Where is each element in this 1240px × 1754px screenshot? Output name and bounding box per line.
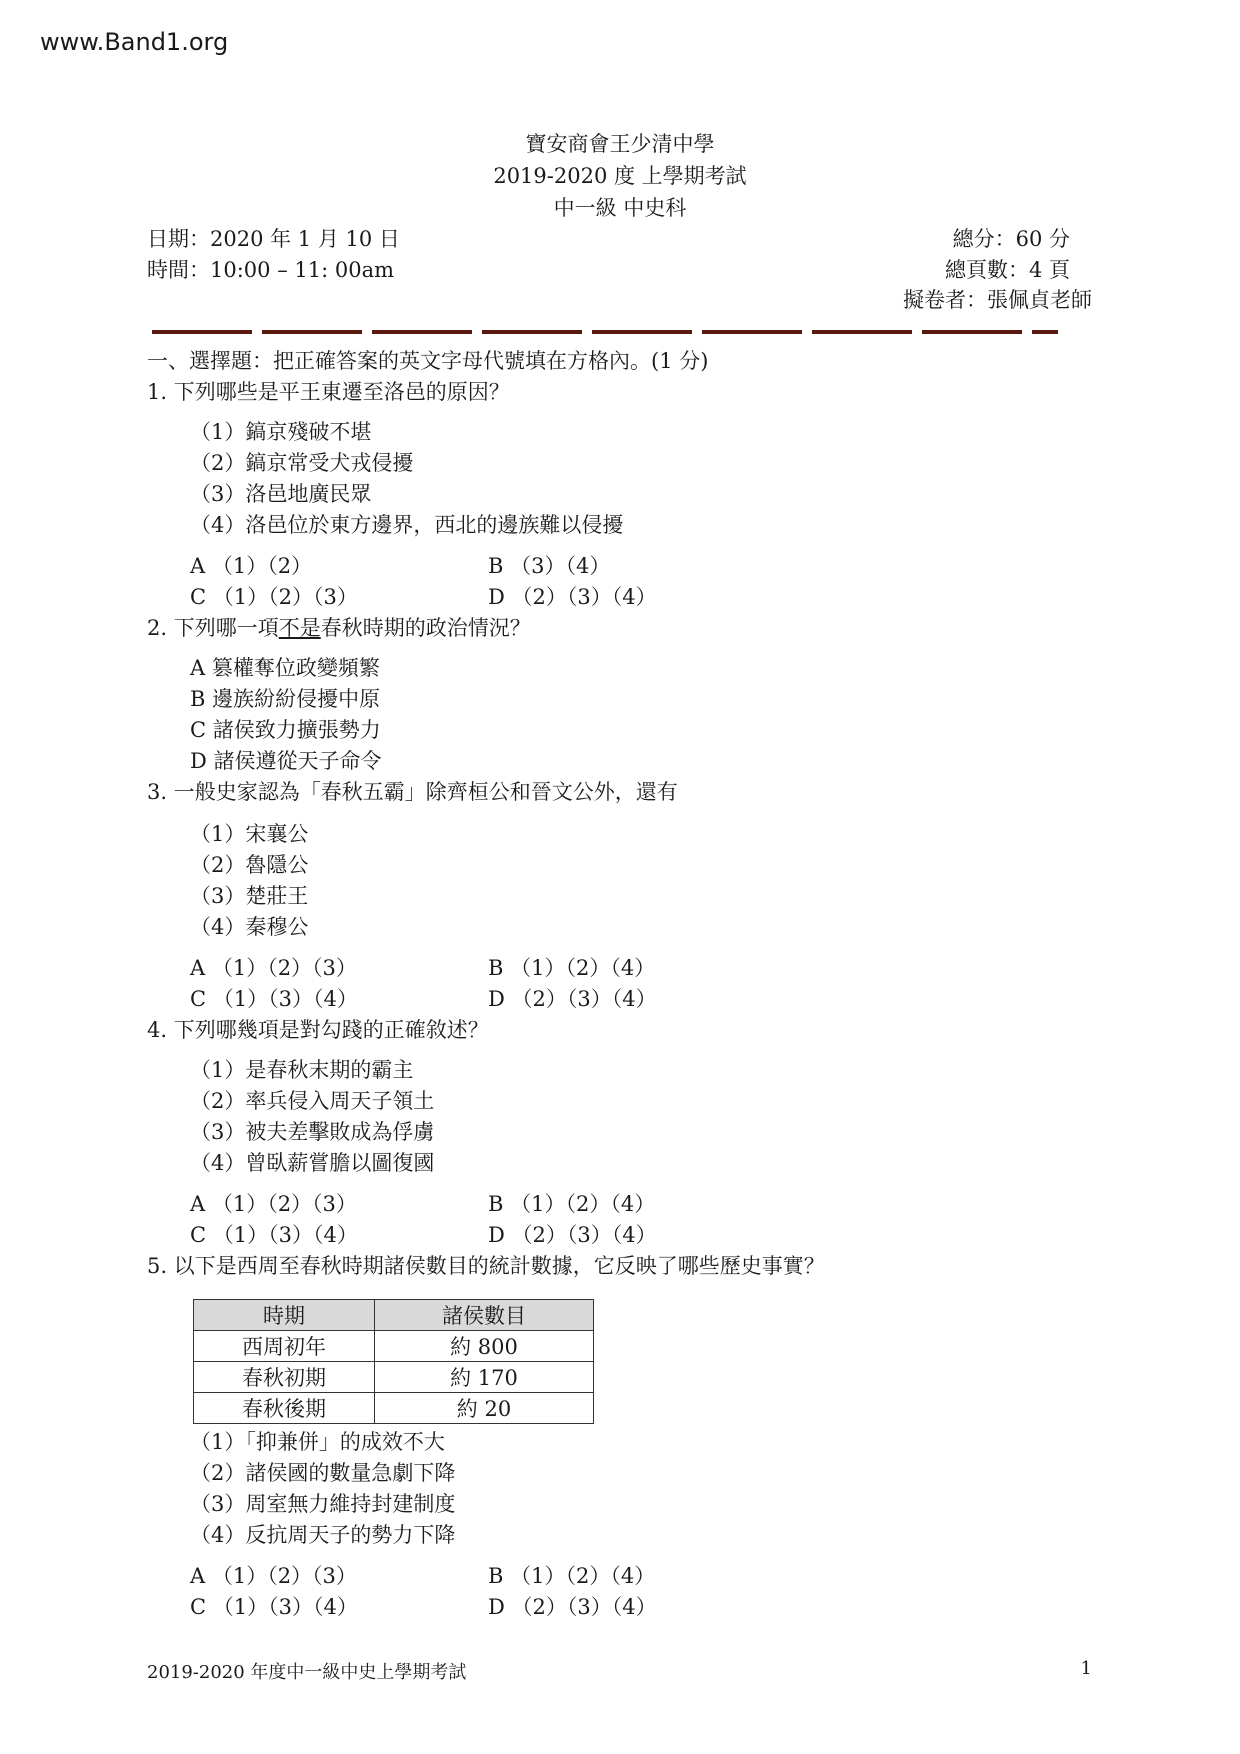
q2-stem: 2. 下列哪一項不是春秋時期的政治情況？ bbox=[147, 616, 531, 640]
table-cell: 西周初年 bbox=[194, 1331, 375, 1362]
q4-option-b: B （1）（2）（4） bbox=[488, 1192, 656, 1216]
footer-title: 2019-2020 年度中一級中史上學期考試 bbox=[147, 1662, 467, 1683]
table-cell: 約 170 bbox=[375, 1362, 594, 1393]
table-header: 時期 bbox=[194, 1300, 375, 1331]
table-header: 諸侯數目 bbox=[375, 1300, 594, 1331]
q3-option-c: C （1）（3）（4） bbox=[190, 987, 358, 1011]
q5-item: （3）周室無力維持封建制度 bbox=[190, 1492, 456, 1516]
q2-option-b: B 邊族紛紛侵擾中原 bbox=[190, 687, 381, 711]
q5-option-c: C （1）（3）（4） bbox=[190, 1595, 358, 1619]
table-row bbox=[194, 1393, 594, 1424]
q3-stem: 3. 一般史家認為「春秋五霸」除齊桓公和晉文公外，還有 bbox=[147, 780, 678, 804]
q3-option-d: D （2）（3）（4） bbox=[488, 987, 657, 1011]
table-row bbox=[194, 1331, 594, 1362]
q4-item: （3）被夫差擊敗成為俘虜 bbox=[190, 1120, 435, 1144]
exam-time: 時間：10:00 – 11: 00am bbox=[147, 258, 394, 282]
q5-item: （1）「抑兼併」的成效不大 bbox=[190, 1430, 445, 1454]
q1-option-a: A （1）（2） bbox=[190, 554, 313, 578]
subject-title: 中一級 中史科 bbox=[553, 196, 687, 220]
exam-date: 日期：2020 年 1 月 10 日 bbox=[147, 227, 400, 251]
site-watermark: www.Band1.org bbox=[40, 28, 229, 56]
q4-option-c: C （1）（3）（4） bbox=[190, 1223, 358, 1247]
paper-author: 擬卷者：張佩貞老師 bbox=[903, 288, 1092, 312]
q5-option-d: D （2）（3）（4） bbox=[488, 1595, 657, 1619]
q5-data-table bbox=[193, 1299, 594, 1424]
section-title: 一、選擇題：把正確答案的英文字母代號填在方格內。(1 分) bbox=[147, 349, 709, 373]
q3-item: （1）宋襄公 bbox=[190, 822, 309, 846]
table-cell: 春秋後期 bbox=[194, 1393, 375, 1424]
q1-item: （4）洛邑位於東方邊界，西北的邊族難以侵擾 bbox=[190, 513, 624, 537]
q5-item: （2）諸侯國的數量急劇下降 bbox=[190, 1461, 456, 1485]
q4-item: （1）是春秋末期的霸主 bbox=[190, 1058, 414, 1082]
table-cell: 約 800 bbox=[375, 1331, 594, 1362]
total-marks: 總分：60 分 bbox=[952, 227, 1070, 251]
page-number: 1 bbox=[1080, 1658, 1092, 1679]
q1-stem: 1. 下列哪些是平王東遷至洛邑的原因？ bbox=[147, 380, 510, 404]
q3-item: （4）秦穆公 bbox=[190, 915, 309, 939]
q5-option-b: B （1）（2）（4） bbox=[488, 1564, 656, 1588]
q2-option-a: A 篡權奪位政變頻繁 bbox=[190, 656, 380, 680]
exam-title: 2019-2020 度 上學期考試 bbox=[493, 164, 747, 188]
q3-option-b: B （1）（2）（4） bbox=[488, 956, 656, 980]
table-cell: 春秋初期 bbox=[194, 1362, 375, 1393]
q4-item: （2）率兵侵入周天子領土 bbox=[190, 1089, 435, 1113]
total-pages: 總頁數：4 頁 bbox=[944, 258, 1070, 282]
q4-stem: 4. 下列哪幾項是對勾踐的正確敘述？ bbox=[147, 1018, 489, 1042]
q3-item: （2）魯隱公 bbox=[190, 853, 309, 877]
q1-item: （2）鎬京常受犬戎侵擾 bbox=[190, 451, 414, 475]
q5-item: （4）反抗周天子的勢力下降 bbox=[190, 1523, 456, 1547]
q2-negation: 不是 bbox=[278, 616, 321, 640]
q4-option-d: D （2）（3）（4） bbox=[488, 1223, 657, 1247]
q4-option-a: A （1）（2）（3） bbox=[190, 1192, 357, 1216]
q5-option-a: A （1）（2）（3） bbox=[190, 1564, 357, 1588]
q1-option-d: D （2）（3）（4） bbox=[488, 585, 657, 609]
q1-option-c: C （1）（2）（3） bbox=[190, 585, 358, 609]
q3-item: （3）楚莊王 bbox=[190, 884, 309, 908]
q2-option-c: C 諸侯致力擴張勢力 bbox=[190, 718, 381, 742]
q2-option-d: D 諸侯遵從天子命令 bbox=[190, 749, 382, 773]
q1-option-b: B （3）（4） bbox=[488, 554, 611, 578]
q4-item: （4）曾臥薪嘗膽以圖復國 bbox=[190, 1151, 435, 1175]
school-name: 寶安商會王少清中學 bbox=[525, 132, 715, 156]
q5-stem: 5. 以下是西周至春秋時期諸侯數目的統計數據，它反映了哪些歷史事實？ bbox=[147, 1254, 825, 1278]
q1-item: （1）鎬京殘破不堪 bbox=[190, 420, 372, 444]
divider-line bbox=[152, 330, 1058, 334]
q3-option-a: A （1）（2）（3） bbox=[190, 956, 357, 980]
table-header-row bbox=[194, 1300, 594, 1331]
table-cell: 約 20 bbox=[375, 1393, 594, 1424]
q1-item: （3）洛邑地廣民眾 bbox=[190, 482, 372, 506]
table-row bbox=[194, 1362, 594, 1393]
